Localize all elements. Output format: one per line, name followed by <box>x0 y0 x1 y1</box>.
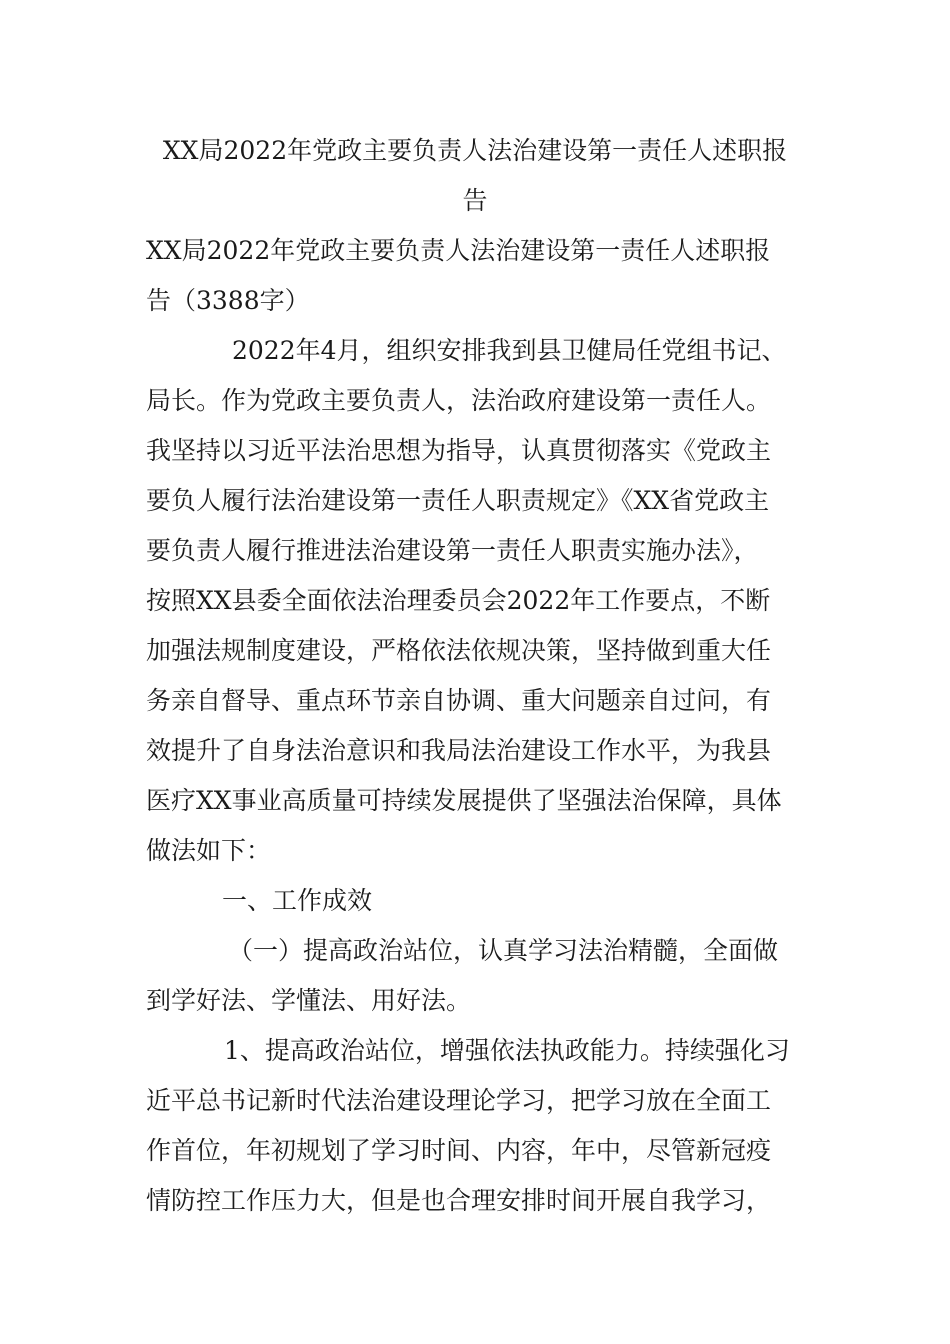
section-heading: 一、工作成效 <box>222 886 373 915</box>
subsection-heading-line-2: 到学好法、学懂法、用好法。 <box>146 986 472 1015</box>
body-line: 要负人履行法治建设第一责任人职责规定》《XX省党政主 <box>146 486 770 515</box>
body-line: 作首位，年初规划了学习时间、内容，年中，尽管新冠疫 <box>146 1136 772 1165</box>
document-title-line-1: XX局2022年党政主要负责人法治建设第一责任人述职报 <box>162 136 788 165</box>
body-line: 情防控工作压力大，但是也合理安排时间开展自我学习， <box>146 1186 772 1215</box>
body-line: 要负责人履行推进法治建设第一责任人职责实施办法》， <box>146 536 759 565</box>
body-line: 做法如下： <box>146 836 272 865</box>
body-line: 2022年4月，组织安排我到县卫健局任党组书记、 <box>232 336 787 365</box>
body-line: 近平总书记新时代法治建设理论学习，把学习放在全面工 <box>146 1086 772 1115</box>
body-line: 我坚持以习近平法治思想为指导，认真贯彻落实《党政主 <box>146 436 772 465</box>
body-line: 效提升了自身法治意识和我局法治建设工作水平，为我县 <box>146 736 772 765</box>
subsection-heading-line-1: （一）提高政治站位，认真学习法治精髓，全面做 <box>228 936 779 965</box>
subtitle-line-1: XX局2022年党政主要负责人法治建设第一责任人述职报 <box>146 236 771 265</box>
document-title-line-2: 告 <box>462 186 488 215</box>
body-line: 局长。作为党政主要负责人，法治政府建设第一责任人。 <box>146 386 772 415</box>
body-line: 1、提高政治站位，增强依法执政能力。持续强化习 <box>224 1036 790 1065</box>
body-line: 务亲自督导、重点环节亲自协调、重大问题亲自过问，有 <box>146 686 772 715</box>
body-line: 医疗XX事业高质量可持续发展提供了坚强法治保障，具体 <box>146 786 782 815</box>
subtitle-line-2: 告（3388字） <box>146 286 310 315</box>
body-line: 加强法规制度建设，严格依法依规决策，坚持做到重大任 <box>146 636 772 665</box>
body-line: 按照XX县委全面依法治理委员会2022年工作要点，不断 <box>146 586 771 615</box>
